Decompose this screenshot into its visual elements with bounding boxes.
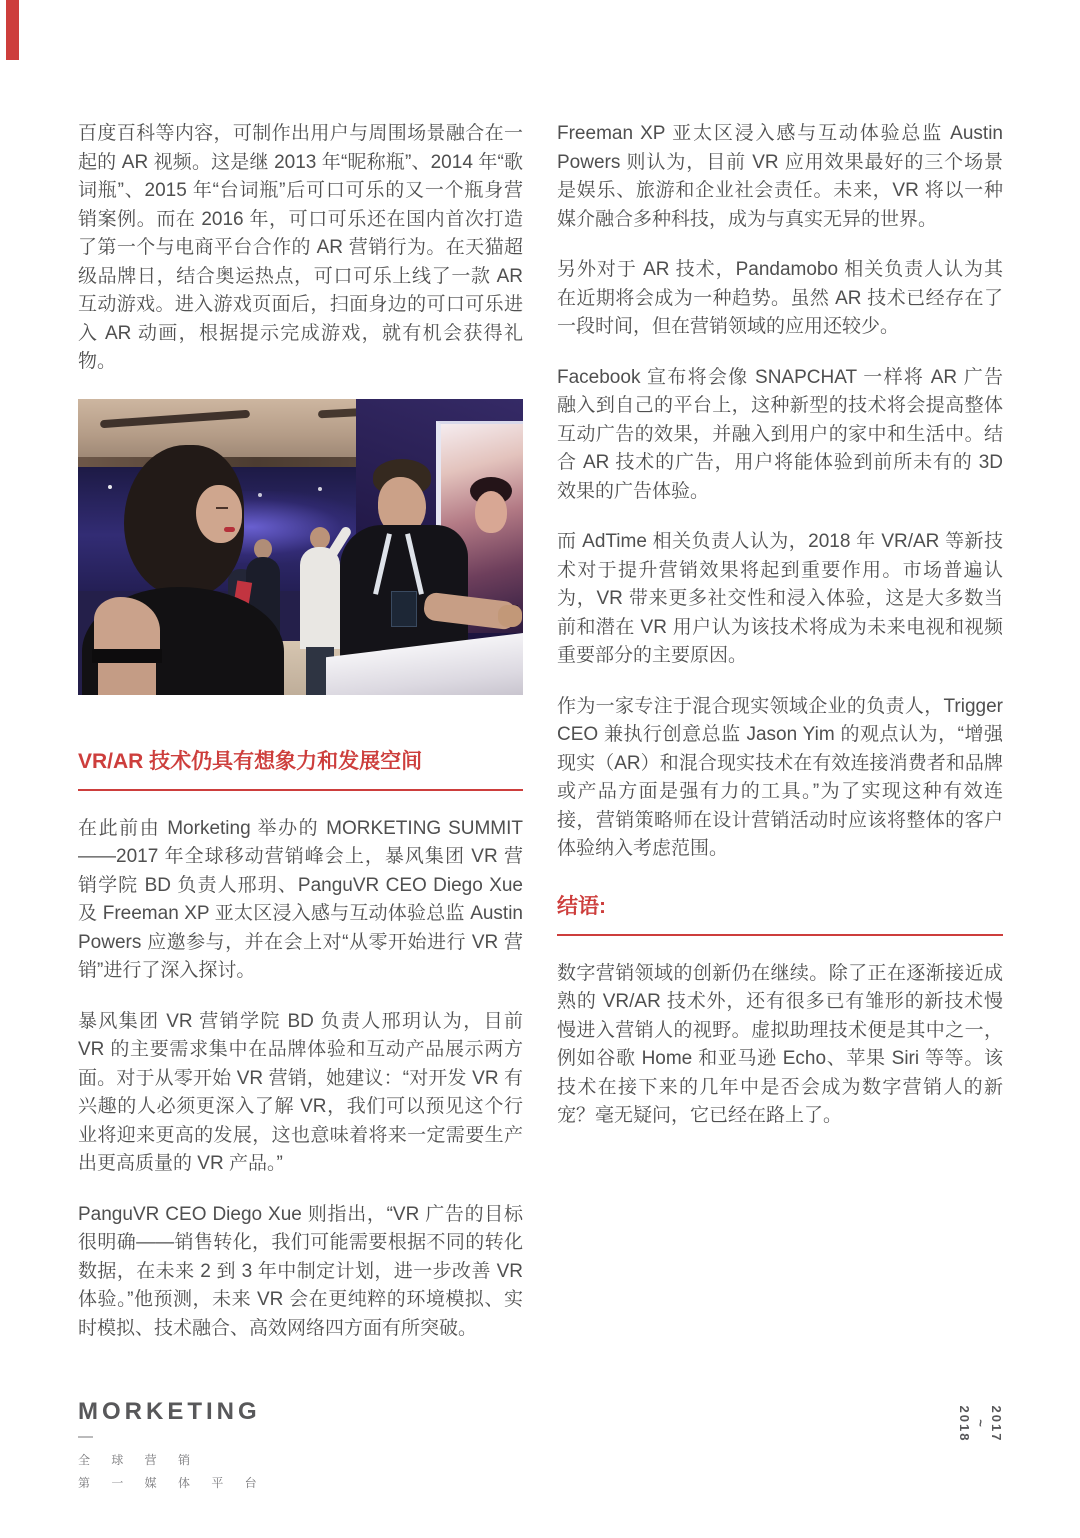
closing-heading: 结语: xyxy=(557,894,606,918)
photo-man-hand xyxy=(498,605,522,627)
paragraph: 而 AdTime 相关负责人认为，2018 年 VR/AR 等新技术对于提升营销效果将起到重要作用。市场普遍认为，VR 带来更多社交性和浸入体验，这是大多数当前和潜在 VR 用户认为该技术将成为未来电视和视频重要部分的主要原因。 xyxy=(557,531,1003,666)
event-photo xyxy=(78,399,523,695)
footer-tagline-line1: 全 球 营 销 xyxy=(78,1453,200,1467)
paragraph: 数字营销领域的创新仍在继续。除了正在逐渐接近成熟的 VR/AR 技术外，还有很多已有雏形的新技术慢慢进入营销人的视野。虚拟助理技术便是其中之一，例如谷歌 Home 和亚马逊 Echo、苹果 Siri 等等。该技术在接下来的几年中是否会成为数字营销人的新宠？毫无疑问，它已经在路上了。 xyxy=(557,962,1003,1126)
paragraph: PanguVR CEO Diego Xue 则指出，“VR 广告的目标很明确——销售转化，我们可能需要根据不同的转化数据，在未来 2 到 3 年中制定计划，进一步改善 VR 体验。”他预测，未来 VR 会在更纯粹的环境模拟、实时模拟、技术融合、高效网络四方面有所突破。 xyxy=(78,1203,523,1339)
paragraph: 暴风集团 VR 营销学院 BD 负责人邢玥认为，目前 VR 的主要需求集中在品牌体验和互动产品展示两方面。对于从零开始 VR 营销，她建议：“对开发 VR 有兴趣的人必须更深入了解 VR，我们可以预见这个行业将迎来更高的发展，这也意味着将来一定需要生产出更高质量的 VR 产品。” xyxy=(78,1010,523,1174)
heading-rule xyxy=(78,789,523,791)
footer-year-start: 2017 xyxy=(989,1405,1004,1443)
photo-man-badge xyxy=(391,591,417,627)
footer-year-end: 2018 xyxy=(957,1405,972,1443)
section-heading-vrar: VR/AR 技术仍具有想象力和发展空间 xyxy=(78,749,423,773)
photo-crowd-person xyxy=(300,547,340,649)
photo-screen-person xyxy=(475,491,507,533)
footer-years xyxy=(948,1396,1004,1452)
photo-woman-face xyxy=(196,485,242,543)
photo-woman-face xyxy=(224,527,235,532)
heading-rule xyxy=(557,934,1003,936)
paragraph: Freeman XP 亚太区浸入感与互动体验总监 Austin Powers 则认为，目前 VR 应用效果最好的三个场景是娱乐、旅游和企业社会责任。未来，VR 将以一种媒介融合多种科技，成为与真实无异的世界。 xyxy=(557,123,1003,230)
page-corner-marker xyxy=(6,0,19,60)
photo-spot-lights xyxy=(108,485,112,489)
paragraph: 在此前由 Morketing 举办的 MORKETING SUMMIT——2017 年全球移动营销峰会上，暴风集团 VR 营销学院 BD 负责人邢玥、PanguVR CEO Diego Xue 及 Freeman XP 亚太区浸入感与互动体验总监 Austin Powers 应邀参与，并在会上对“从零开始进行 VR 营销”进行了深入探讨。 xyxy=(78,817,523,981)
footer-years-text xyxy=(956,1396,1004,1452)
photo-woman-arm xyxy=(98,663,156,695)
left-column xyxy=(78,120,523,1365)
paragraph: 百度百科等内容，可制作出用户与周围场景融合在一起的 AR 视频。这是继 2013 年“昵称瓶”、2014 年“歌词瓶”、2015 年“台词瓶”后可口可乐的又一个瓶身营销案例。而在 2016 年，可口可乐还在国内首次打造了第一个与电商平台合作的 AR 营销行为。在天猫超级品牌日，结合奥运热点，可口可乐上线了一款 AR 互动游戏。进入游戏页面后，扫面身边的可口可乐进入 AR 动画，根据提示完成游戏，就有机会获得礼物。 xyxy=(78,123,523,372)
paragraph: Facebook 宣布将会像 SNAPCHAT 一样将 AR 广告融入到自己的平台上，这种新型的技术将会提高整体互动广告的效果，并融入到用户的家中和生活中。结合 AR 技术的广告，用户将能体验到前所未有的 3D 效果的广告体验。 xyxy=(557,366,1003,502)
footer-tagline-line2: 第 一 媒 体 平 台 xyxy=(78,1476,266,1490)
paragraph: 作为一家专注于混合现实领域企业的负责人，Trigger CEO 兼执行创意总监 Jason Yim 的观点认为，“增强现实（AR）和混合现实技术在有效连接消费者和品牌或产品方面是强有力的工具。”为了实现这种有效连接，营销策略师在设计营销活动时应该将整体的客户体验纳入考虑范围。 xyxy=(557,695,1003,859)
footer-brand-logo: MORKETING xyxy=(78,1398,261,1425)
photo-woman-armband xyxy=(92,649,162,663)
right-column xyxy=(557,120,1003,1153)
photo-crowd-person xyxy=(310,527,330,549)
photo-crowd-person xyxy=(254,539,272,559)
paragraph: 另外对于 AR 技术，Pandamobo 相关负责人认为其在近期将会成为一种趋势。虽然 AR 技术已经存在了一段时间，但在营销领域的应用还较少。 xyxy=(557,259,1003,337)
photo-woman-face xyxy=(216,507,228,509)
footer-dash: — xyxy=(78,1428,93,1445)
footer-year-separator: ~ xyxy=(973,1419,988,1429)
